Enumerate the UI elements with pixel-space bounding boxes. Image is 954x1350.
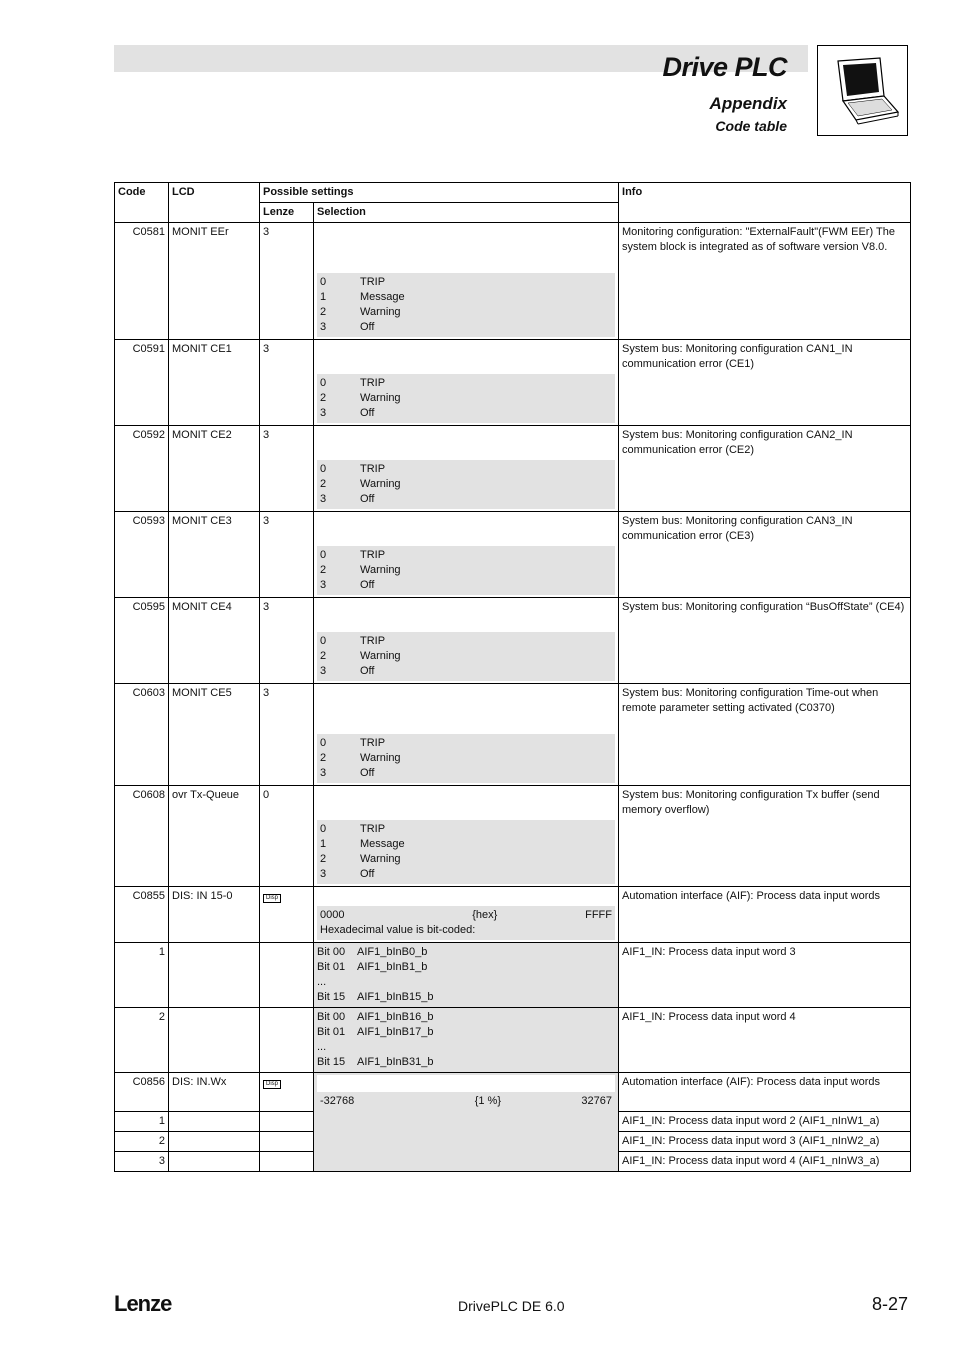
option-item: 0 TRIP bbox=[320, 823, 386, 835]
range-block bbox=[317, 906, 615, 940]
table-row bbox=[115, 426, 911, 512]
info-cell: AIF1_IN: Process data input word 2 (AIF1_nInW1_a) bbox=[619, 1112, 911, 1132]
code-cell: C0593 bbox=[115, 512, 169, 598]
option-item: 3 Off bbox=[320, 767, 375, 779]
info-cell: Automation interface (AIF): Process data input words bbox=[619, 887, 911, 943]
selection-cell bbox=[314, 1008, 619, 1073]
bit-item: Bit 01 AIF1_bInB1_b bbox=[317, 961, 428, 973]
table-row bbox=[115, 340, 911, 426]
page-title: Drive PLC bbox=[662, 52, 787, 82]
option-item: 0 TRIP bbox=[320, 463, 386, 475]
option-item: 2 Warning bbox=[320, 752, 401, 764]
option-item: 0 TRIP bbox=[320, 737, 386, 749]
table-header-row bbox=[115, 183, 911, 203]
lenze-cell bbox=[260, 887, 314, 943]
laptop-icon bbox=[817, 45, 908, 136]
option-list bbox=[317, 546, 615, 595]
display-only-badge: Disp bbox=[263, 1080, 281, 1089]
lenze-cell: 3 bbox=[260, 340, 314, 426]
lenze-cell bbox=[260, 1112, 314, 1132]
option-item: 2 Warning bbox=[320, 650, 401, 662]
lcd-cell: MONIT CE2 bbox=[169, 426, 260, 512]
option-list bbox=[317, 632, 615, 681]
selection-cell bbox=[314, 684, 619, 786]
lcd-cell: MONIT CE4 bbox=[169, 598, 260, 684]
info-cell: System bus: Monitoring configuration “BusOffState” (CE4) bbox=[619, 598, 911, 684]
info-cell: Automation interface (AIF): Process data input words bbox=[619, 1073, 911, 1112]
info-cell: System bus: Monitoring configuration CAN3_IN communication error (CE3) bbox=[619, 512, 911, 598]
option-item: 2 Warning bbox=[320, 478, 401, 490]
option-list bbox=[317, 374, 615, 423]
table-row bbox=[115, 1073, 911, 1112]
option-item: 3 Off bbox=[320, 665, 375, 677]
subcode-cell: 1 bbox=[115, 943, 169, 1008]
bit-item: Bit 00 AIF1_bInB16_b bbox=[317, 1011, 434, 1023]
section-title: Code table bbox=[715, 118, 787, 134]
lenze-cell: 0 bbox=[260, 786, 314, 887]
option-item: 0 TRIP bbox=[320, 635, 386, 647]
selection-cell bbox=[314, 786, 619, 887]
lenze-cell bbox=[260, 1073, 314, 1112]
lenze-cell bbox=[260, 1008, 314, 1073]
selection-cell bbox=[314, 512, 619, 598]
subcode-cell: 3 bbox=[115, 1152, 169, 1172]
bit-item: Bit 15 AIF1_bInB31_b bbox=[317, 1056, 434, 1068]
selection-cell bbox=[314, 943, 619, 1008]
table-row bbox=[115, 512, 911, 598]
info-cell: Monitoring configuration: "ExternalFault"(FWM EEr) The system block is integrated as of software version V8.0. bbox=[619, 223, 911, 340]
lenze-cell: 3 bbox=[260, 223, 314, 340]
option-item: 0 TRIP bbox=[320, 276, 386, 288]
header-selection: Selection bbox=[314, 203, 619, 223]
table-row bbox=[115, 598, 911, 684]
selection-cell bbox=[314, 223, 619, 340]
option-list bbox=[317, 460, 615, 509]
bit-item: Bit 01 AIF1_bInB17_b bbox=[317, 1026, 434, 1038]
lenze-cell: 3 bbox=[260, 426, 314, 512]
code-cell: C0592 bbox=[115, 426, 169, 512]
code-cell: C0855 bbox=[115, 887, 169, 943]
option-item: 2 Warning bbox=[320, 306, 401, 318]
header-lcd: LCD bbox=[169, 183, 260, 223]
info-cell: System bus: Monitoring configuration Time-out when remote parameter setting activated (C0370) bbox=[619, 684, 911, 786]
table-row bbox=[115, 223, 911, 340]
code-table bbox=[114, 182, 911, 1172]
lcd-cell bbox=[169, 1008, 260, 1073]
header-possible-settings: Possible settings bbox=[260, 183, 619, 203]
lenze-cell bbox=[260, 943, 314, 1008]
option-item: 3 Off bbox=[320, 579, 375, 591]
table-row bbox=[115, 684, 911, 786]
info-cell: AIF1_IN: Process data input word 3 bbox=[619, 943, 911, 1008]
lcd-cell bbox=[169, 1152, 260, 1172]
table-row bbox=[115, 1008, 911, 1073]
option-item: 3 Off bbox=[320, 407, 375, 419]
lcd-cell: MONIT CE3 bbox=[169, 512, 260, 598]
lcd-cell bbox=[169, 943, 260, 1008]
subcode-cell: 2 bbox=[115, 1132, 169, 1152]
selection-cell bbox=[314, 1073, 619, 1172]
lcd-cell: ovr Tx-Queue bbox=[169, 786, 260, 887]
code-cell: C0608 bbox=[115, 786, 169, 887]
lcd-cell bbox=[169, 1132, 260, 1152]
option-item: 3 Off bbox=[320, 493, 375, 505]
display-only-badge: Disp bbox=[263, 894, 281, 903]
info-cell: System bus: Monitoring configuration Tx buffer (send memory overflow) bbox=[619, 786, 911, 887]
bit-item: ... bbox=[317, 1041, 327, 1053]
info-cell: System bus: Monitoring configuration CAN2_IN communication error (CE2) bbox=[619, 426, 911, 512]
option-item: 0 TRIP bbox=[320, 549, 386, 561]
option-item: 0 TRIP bbox=[320, 377, 386, 389]
selection-cell bbox=[314, 340, 619, 426]
subcode-cell: 1 bbox=[115, 1112, 169, 1132]
info-cell: System bus: Monitoring configuration CAN1_IN communication error (CE1) bbox=[619, 340, 911, 426]
option-list bbox=[317, 820, 615, 884]
lcd-cell: MONIT EEr bbox=[169, 223, 260, 340]
option-item: 3 Off bbox=[320, 321, 375, 333]
info-cell: AIF1_IN: Process data input word 4 (AIF1_nInW3_a) bbox=[619, 1152, 911, 1172]
subcode-cell: 2 bbox=[115, 1008, 169, 1073]
lenze-cell: 3 bbox=[260, 598, 314, 684]
lenze-logo: Lenze bbox=[114, 1291, 172, 1316]
lcd-cell: DIS: IN.Wx bbox=[169, 1073, 260, 1112]
lenze-cell bbox=[260, 1152, 314, 1172]
bit-item: Bit 15 AIF1_bInB15_b bbox=[317, 991, 434, 1003]
lcd-cell: MONIT CE1 bbox=[169, 340, 260, 426]
option-item: 1 Message bbox=[320, 838, 405, 850]
lenze-cell bbox=[260, 1132, 314, 1152]
option-list bbox=[317, 273, 615, 337]
range-block bbox=[317, 1092, 615, 1111]
option-item: 2 Warning bbox=[320, 392, 401, 404]
selection-cell bbox=[314, 887, 619, 943]
table-row bbox=[115, 943, 911, 1008]
page-number: 8-27 bbox=[871, 1294, 908, 1314]
lcd-cell bbox=[169, 1112, 260, 1132]
selection-cell bbox=[314, 598, 619, 684]
header-info: Info bbox=[619, 183, 911, 223]
option-item: 2 Warning bbox=[320, 853, 401, 865]
header-code: Code bbox=[115, 183, 169, 223]
code-cell: C0856 bbox=[115, 1073, 169, 1112]
option-item: 3 Off bbox=[320, 868, 375, 880]
bit-item: ... bbox=[317, 976, 327, 988]
code-cell: C0591 bbox=[115, 340, 169, 426]
lcd-cell: MONIT CE5 bbox=[169, 684, 260, 786]
info-cell: AIF1_IN: Process data input word 3 (AIF1_nInW2_a) bbox=[619, 1132, 911, 1152]
value-range: -32768 {1 %} 32767 bbox=[320, 1095, 613, 1107]
code-cell: C0595 bbox=[115, 598, 169, 684]
code-cell: C0581 bbox=[115, 223, 169, 340]
value-range: 0000 {hex} FFFF bbox=[320, 909, 612, 921]
range-note: Hexadecimal value is bit-coded: bbox=[320, 924, 476, 936]
bit-item: Bit 00 AIF1_bInB0_b bbox=[317, 946, 428, 958]
code-cell: C0603 bbox=[115, 684, 169, 786]
document-id: DrivePLC DE 6.0 bbox=[458, 1298, 565, 1314]
selection-cell bbox=[314, 426, 619, 512]
chapter-title: Appendix bbox=[709, 94, 787, 113]
info-cell: AIF1_IN: Process data input word 4 bbox=[619, 1008, 911, 1073]
lenze-cell: 3 bbox=[260, 684, 314, 786]
table-row bbox=[115, 887, 911, 943]
option-list bbox=[317, 734, 615, 783]
option-item: 2 Warning bbox=[320, 564, 401, 576]
lenze-cell: 3 bbox=[260, 512, 314, 598]
header-lenze: Lenze bbox=[260, 203, 314, 223]
option-item: 1 Message bbox=[320, 291, 405, 303]
table-row bbox=[115, 786, 911, 887]
lcd-cell: DIS: IN 15-0 bbox=[169, 887, 260, 943]
